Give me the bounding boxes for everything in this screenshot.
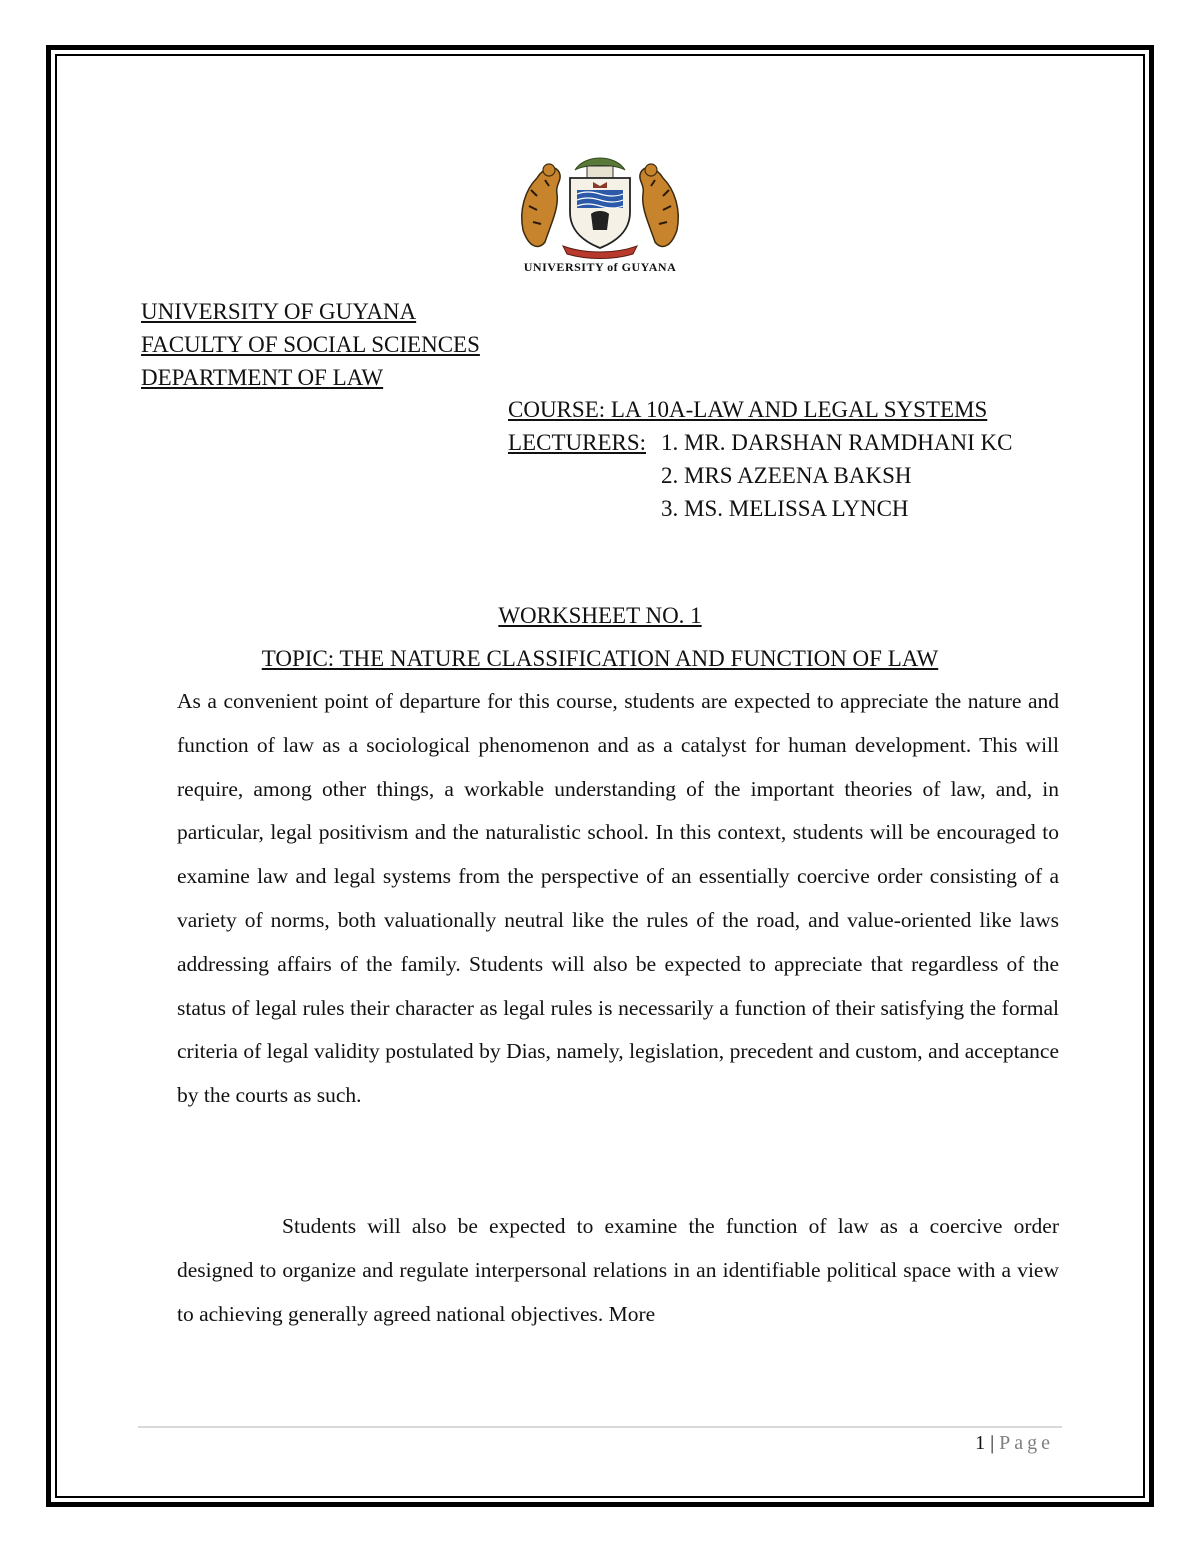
worksheet-title: WORKSHEET NO. 1 (498, 603, 702, 628)
lecturer-1: 1. MR. DARSHAN RAMDHANI KC (661, 430, 1013, 455)
department-heading: DEPARTMENT OF LAW (141, 365, 384, 390)
lecturers-label: LECTURERS: (508, 430, 647, 455)
body-paragraph-1: As a convenient point of departure for this course, students are expected to appreciate the nature and function of law as a sociological phenomenon and as a catalyst for human development. This will require, among other things, a workable understanding of the important theories of law, and, in particular, legal positivism and the naturalistic school. In this context, students will be encouraged to examine law and legal systems from the perspective of an essentially coercive order consisting of a variety of norms, both valuationally neutral like the rules of the road, and value-oriented like laws addressing affairs of the family. Students will also be expected to appreciate that regardless of the status of legal rules their character as legal rules is necessarily a function of their satisfying the formal criteria of legal validity postulated by Dias, namely, legislation, precedent and custom, and acceptance by the courts as such. (177, 689, 1059, 1108)
footer-separator: | (990, 1432, 995, 1454)
lecturer-2: 2. MRS AZEENA BAKSH (661, 463, 912, 488)
page-label: Page (999, 1432, 1054, 1454)
page-number: 1 (975, 1432, 986, 1454)
page-footer (975, 1432, 1054, 1455)
footer-divider (138, 1426, 1062, 1428)
lecturer-3: 3. MS. MELISSA LYNCH (661, 496, 909, 521)
university-heading: UNIVERSITY OF GUYANA (141, 299, 417, 324)
faculty-heading: FACULTY OF SOCIAL SCIENCES (141, 332, 480, 357)
course-line: COURSE: LA 10A-LAW AND LEGAL SYSTEMS (508, 397, 988, 422)
topic-title: TOPIC: THE NATURE CLASSIFICATION AND FUNCTION OF LAW (261, 646, 939, 671)
crest-caption: UNIVERSITY of GUYANA (523, 260, 677, 274)
body-paragraph-2: Students will also be expected to examine the function of law as a coercive order designed to organize and regulate interpersonal relations in an identifiable political space with a view to achieving generally agreed national objectives. More (177, 1214, 1059, 1326)
university-crest-logo (515, 150, 685, 260)
